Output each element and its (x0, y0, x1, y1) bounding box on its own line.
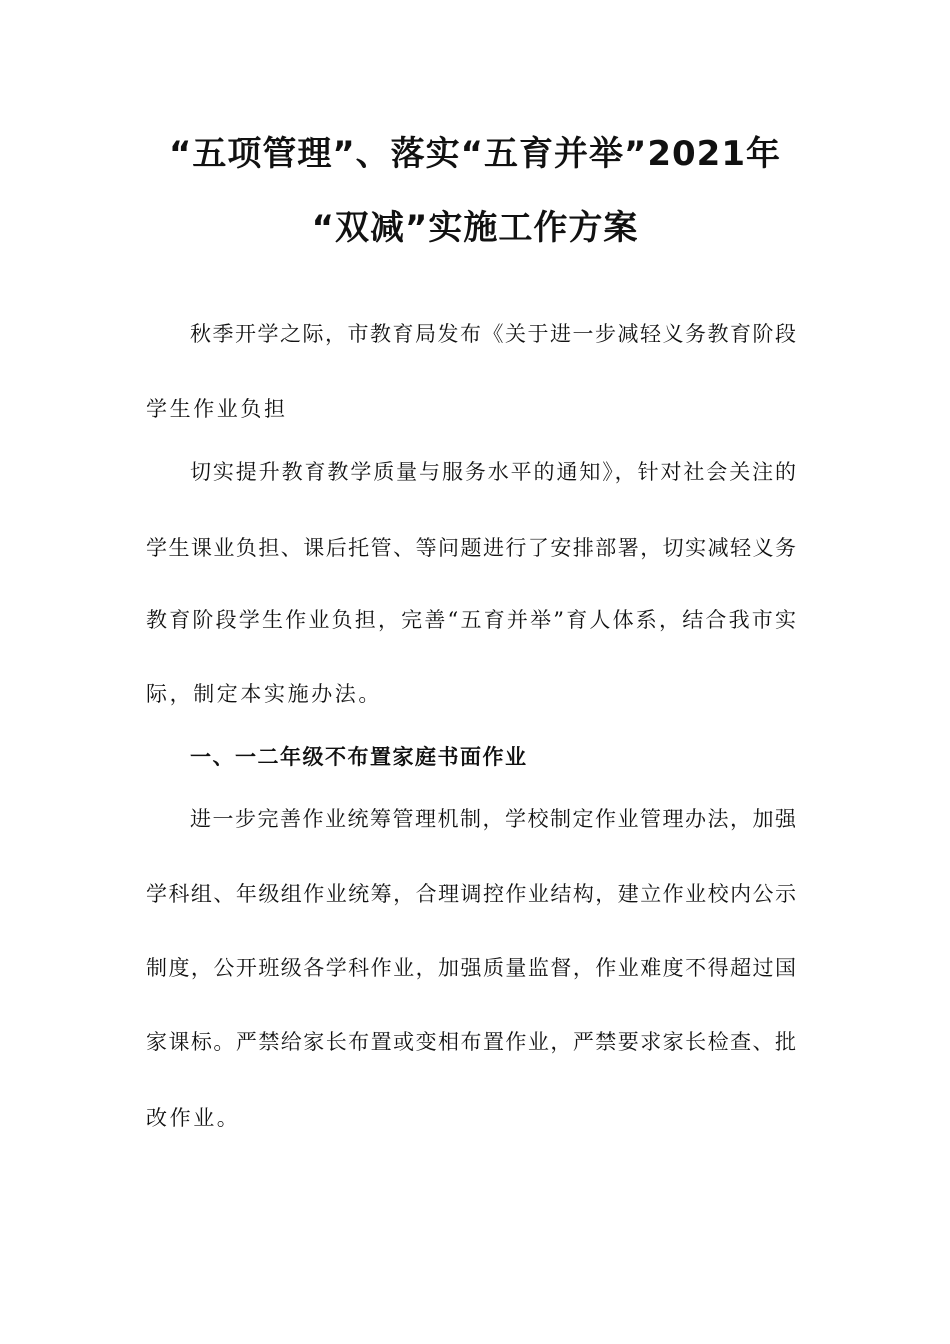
paragraph-2-line-2: 学生课业负担、课后托管、等问题进行了安排部署，切实减轻义务 (146, 536, 796, 560)
paragraph-3-line-5: 改作业。 (146, 1106, 241, 1130)
paragraph-2-line-1: 切实提升教育教学质量与服务水平的通知》，针对社会关注的 (190, 460, 796, 484)
document-title-line-2: “双减”实施工作方案 (311, 208, 639, 248)
document-title-line-1: “五项管理”、落实“五育并举”2021年 (168, 134, 781, 174)
paragraph-2-line-3: 教育阶段学生作业负担，完善“五育并举”育人体系，结合我市实 (146, 608, 796, 632)
paragraph-3-line-4: 家课标。严禁给家长布置或变相布置作业，严禁要求家长检查、批 (146, 1030, 796, 1054)
paragraph-3-line-3: 制度，公开班级各学科作业，加强质量监督，作业难度不得超过国 (146, 956, 796, 980)
paragraph-3-line-2: 学科组、年级组作业统筹，合理调控作业结构，建立作业校内公示 (146, 882, 796, 906)
paragraph-1-line-2: 学生作业负担 (146, 397, 288, 421)
paragraph-2-line-4: 际，制定本实施办法。 (146, 682, 382, 706)
paragraph-1-line-1: 秋季开学之际，市教育局发布《关于进一步减轻义务教育阶段 (190, 322, 796, 346)
paragraph-3-line-1: 进一步完善作业统筹管理机制，学校制定作业管理办法，加强 (190, 807, 796, 831)
section-1-heading: 一、一二年级不布置家庭书面作业 (190, 745, 528, 769)
